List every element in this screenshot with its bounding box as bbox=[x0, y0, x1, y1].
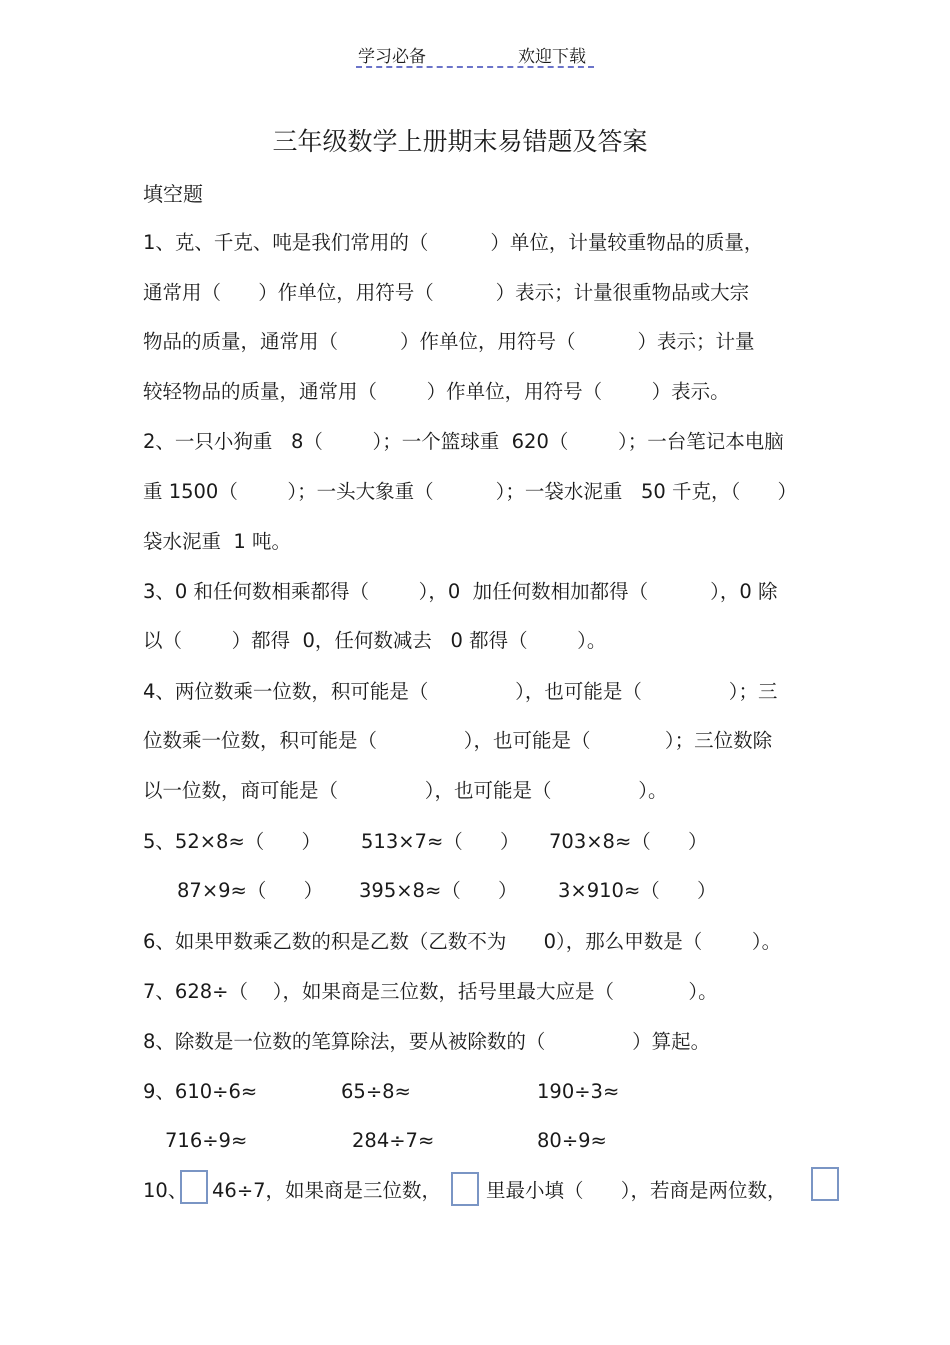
q2-line-1: 2、一只小狗重 8（ ）；一个篮球重 620（ ）；一台笔记本电脑 bbox=[143, 430, 784, 453]
q2-line-2: 重 1500（ ）；一头大象重（ ）；一袋水泥重 50 千克，（ ） bbox=[143, 480, 797, 503]
q1-line-1: 1、克、千克、吨是我们常用的（ ）单位，计量较重物品的质量， bbox=[143, 231, 764, 254]
section-heading: 填空题 bbox=[143, 182, 203, 206]
q3-line-2: 以（ ）都得 0，任何数减去 0 都得（ ）。 bbox=[143, 629, 607, 652]
blank-box-1 bbox=[180, 1170, 208, 1204]
q9-r2-item-1: 716÷9≈ bbox=[165, 1129, 248, 1152]
q8-line: 8、除数是一位数的笔算除法，要从被除数的（ ）算起。 bbox=[143, 1030, 711, 1053]
q10-part-2: 里最小填（ ），若商是两位数， bbox=[486, 1179, 787, 1202]
q5-r2-item-3: 3×910≈（ ） bbox=[558, 879, 717, 902]
blank-box-2 bbox=[451, 1172, 479, 1206]
q2-line-3: 袋水泥重 1 吨。 bbox=[143, 530, 292, 553]
q5-r2-item-2: 395×8≈（ ） bbox=[359, 879, 518, 902]
q6-line: 6、如果甲数乘乙数的积是乙数（乙数不为 0），那么甲数是（ ）。 bbox=[143, 930, 782, 953]
q1-line-2: 通常用（ ）作单位，用符号（ ）表示；计量很重物品或大宗 bbox=[143, 281, 750, 304]
q5-r2-item-1: 87×9≈（ ） bbox=[177, 879, 324, 902]
q5-r1-item-1: 5、52×8≈（ ） bbox=[143, 830, 321, 853]
q7-line: 7、628÷（ ），如果商是三位数，括号里最大应是（ ）。 bbox=[143, 980, 718, 1003]
q10-prefix: 10、 bbox=[143, 1179, 188, 1202]
q9-r1-item-2: 65÷8≈ bbox=[341, 1080, 411, 1103]
q4-line-1: 4、两位数乘一位数，积可能是（ ），也可能是（ ）；三 bbox=[143, 680, 778, 703]
blank-box-3 bbox=[811, 1167, 839, 1201]
q1-line-3: 物品的质量，通常用（ ）作单位，用符号（ ）表示；计量 bbox=[143, 330, 755, 353]
header-right-text: 欢迎下载 bbox=[518, 47, 586, 67]
q1-line-4: 较轻物品的质量，通常用（ ）作单位，用符号（ ）表示。 bbox=[143, 380, 730, 403]
q3-line-1: 3、0 和任何数相乘都得（ ），0 加任何数相加都得（ ），0 除 bbox=[143, 580, 778, 603]
q4-line-3: 以一位数，商可能是（ ），也可能是（ ）。 bbox=[143, 779, 668, 802]
page-header bbox=[356, 40, 594, 68]
q5-r1-item-2: 513×7≈（ ） bbox=[361, 830, 520, 853]
q5-r1-item-3: 703×8≈（ ） bbox=[549, 830, 708, 853]
q9-r2-item-3: 80÷9≈ bbox=[537, 1129, 607, 1152]
q4-line-2: 位数乘一位数，积可能是（ ），也可能是（ ）；三位数除 bbox=[143, 729, 773, 752]
q10-part-1: 46÷7，如果商是三位数， bbox=[212, 1179, 442, 1202]
q9-r1-item-1: 9、610÷6≈ bbox=[143, 1080, 258, 1103]
q9-r1-item-3: 190÷3≈ bbox=[537, 1080, 620, 1103]
header-left-text: 学习必备 bbox=[358, 47, 426, 67]
document-title: 三年级数学上册期末易错题及答案 bbox=[272, 127, 648, 156]
q9-r2-item-2: 284÷7≈ bbox=[352, 1129, 435, 1152]
